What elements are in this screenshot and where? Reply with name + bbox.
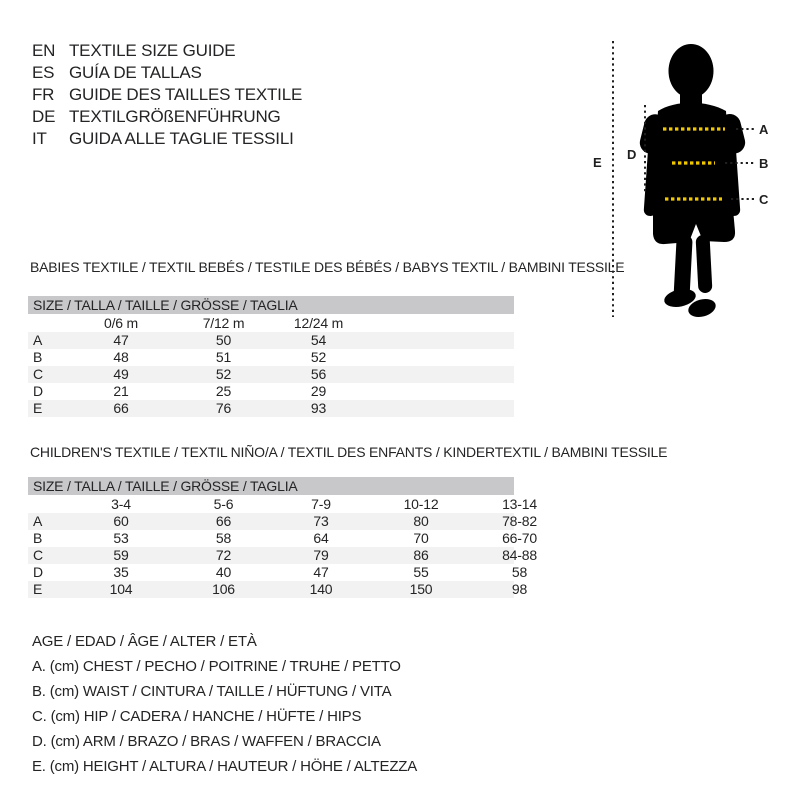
row-label: D: [33, 564, 43, 580]
cell-value: 140: [309, 581, 333, 597]
table-row-e: [28, 400, 514, 417]
legend-item-height: E. (cm) HEIGHT / ALTURA / HAUTEUR / HÖHE / ALTEZZA: [32, 758, 418, 775]
children-table-header-bar: SIZE / TALLA / TAILLE / GRÖSSE / TAGLIA: [28, 477, 514, 495]
cell-value: 60: [113, 513, 129, 529]
cell-value: 70: [413, 530, 429, 546]
cell-value: 66: [215, 513, 232, 529]
table-row-a: [28, 513, 537, 530]
cell-value: 93: [310, 400, 327, 416]
measure-label-b: B: [759, 156, 769, 171]
cell-value: 80: [413, 513, 429, 529]
children-column-header-row: [28, 495, 537, 513]
language-code: FR: [32, 85, 55, 104]
row-label: B: [33, 349, 43, 365]
language-row-de: [32, 106, 302, 128]
table-row-b: [28, 349, 514, 366]
guide-title-de: TEXTILGRÖßENFÜHRUNG: [69, 107, 281, 126]
cell-value: 66-70: [502, 530, 537, 546]
guide-title-en: TEXTILE SIZE GUIDE: [69, 41, 236, 60]
table-row-c: [28, 547, 537, 564]
cell-value: 53: [113, 530, 129, 546]
language-code: ES: [32, 63, 55, 82]
children-col-10-12: 10-12: [403, 496, 439, 512]
guide-title-fr: GUIDE DES TAILLES TEXTILE: [69, 85, 303, 104]
language-row-fr: [32, 84, 302, 106]
cell-value: 50: [215, 332, 232, 348]
cell-value: 35: [113, 564, 129, 580]
cell-value: 84-88: [502, 547, 537, 563]
cell-value: 86: [413, 547, 429, 563]
language-row-it: [32, 128, 302, 150]
legend-item-arm: D. (cm) ARM / BRAZO / BRAS / WAFFEN / BRACCIA: [32, 733, 381, 750]
table-row-d: [28, 383, 514, 400]
cell-value: 54: [310, 332, 327, 348]
row-label: E: [33, 400, 43, 416]
cell-value: 52: [215, 366, 232, 382]
language-code: EN: [32, 41, 56, 60]
children-col-7-9: 7-9: [311, 496, 331, 512]
row-label: C: [33, 547, 43, 563]
guide-title-es: GUÍA DE TALLAS: [69, 63, 202, 82]
cell-value: 59: [113, 547, 129, 563]
cell-value: 58: [215, 530, 232, 546]
table-row-e: [28, 581, 528, 598]
row-label: E: [33, 581, 43, 597]
cell-value: 58: [511, 564, 528, 580]
measure-label-d: D: [627, 147, 637, 162]
row-label: B: [33, 530, 43, 546]
babies-col-12-24m: 12/24 m: [293, 315, 344, 331]
babies-col-0-6m: 0/6 m: [103, 315, 138, 331]
language-row-en: [32, 40, 302, 62]
legend-item-chest: A. (cm) CHEST / PECHO / POITRINE / TRUHE / PETTO: [32, 658, 401, 675]
children-col-13-14: 13-14: [502, 496, 537, 512]
row-label: A: [33, 332, 43, 348]
cell-value: 48: [113, 349, 129, 365]
cell-value: 79: [313, 547, 329, 563]
babies-column-header-row: [28, 314, 514, 332]
guide-title-it: GUIDA ALLE TAGLIE TESSILI: [69, 129, 294, 148]
cell-value: 72: [215, 547, 232, 563]
cell-value: 25: [215, 383, 232, 399]
cell-value: 52: [310, 349, 327, 365]
children-size-table: [28, 477, 537, 598]
language-code: IT: [32, 129, 47, 148]
measurement-legend: [32, 629, 417, 779]
row-label: D: [33, 383, 43, 399]
legend-item-hip: C. (cm) HIP / CADERA / HANCHE / HÜFTE / HIPS: [32, 708, 362, 725]
cell-value: 55: [413, 564, 429, 580]
babies-col-7-12m: 7/12 m: [202, 315, 245, 331]
children-col-5-6: 5-6: [213, 496, 234, 512]
cell-value: 51: [215, 349, 232, 365]
legend-item-waist: B. (cm) WAIST / CINTURA / TAILLE / HÜFTUNG / VITA: [32, 683, 392, 700]
cell-value: 47: [113, 332, 129, 348]
cell-value: 40: [215, 564, 232, 580]
language-row-es: [32, 62, 302, 84]
cell-value: 150: [409, 581, 433, 597]
cell-value: 98: [511, 581, 528, 597]
cell-value: 73: [313, 513, 329, 529]
child-silhouette-figure: [585, 30, 800, 330]
language-code: DE: [32, 107, 56, 126]
cell-value: 56: [310, 366, 327, 382]
measure-label-e: E: [593, 155, 602, 170]
cell-value: 49: [113, 366, 129, 382]
cell-value: 104: [109, 581, 133, 597]
children-col-3-4: 3-4: [111, 496, 131, 512]
table-row-a: [28, 332, 514, 349]
measure-label-c: C: [759, 192, 769, 207]
cell-value: 21: [113, 383, 129, 399]
cell-value: 106: [212, 581, 235, 597]
children-section-title: CHILDREN'S TEXTILE / TEXTIL NIÑO/A / TEXTIL DES ENFANTS / KINDERTEXTIL / BAMBINI TESSILE: [30, 444, 668, 460]
cell-value: 64: [313, 530, 329, 546]
cell-value: 66: [113, 400, 129, 416]
child-silhouette-icon: [637, 44, 747, 320]
cell-value: 76: [215, 400, 232, 416]
table-row-b: [28, 530, 537, 547]
table-row-d: [28, 564, 528, 581]
language-title-list: [32, 40, 302, 150]
row-label: C: [33, 366, 43, 382]
row-label: A: [33, 513, 43, 529]
cell-value: 47: [313, 564, 329, 580]
babies-section-title: BABIES TEXTILE / TEXTIL BEBÉS / TESTILE DES BÉBÉS / BABYS TEXTIL / BAMBINI TESSILE: [30, 259, 625, 275]
cell-value: 29: [310, 383, 327, 399]
measure-label-a: A: [759, 122, 769, 137]
babies-size-table: [28, 296, 514, 417]
table-row-c: [28, 366, 514, 383]
legend-age-line: AGE / EDAD / ÂGE / ALTER / ETÀ: [32, 633, 257, 650]
babies-table-header-bar: SIZE / TALLA / TAILLE / GRÖSSE / TAGLIA: [28, 296, 514, 314]
cell-value: 78-82: [502, 513, 537, 529]
